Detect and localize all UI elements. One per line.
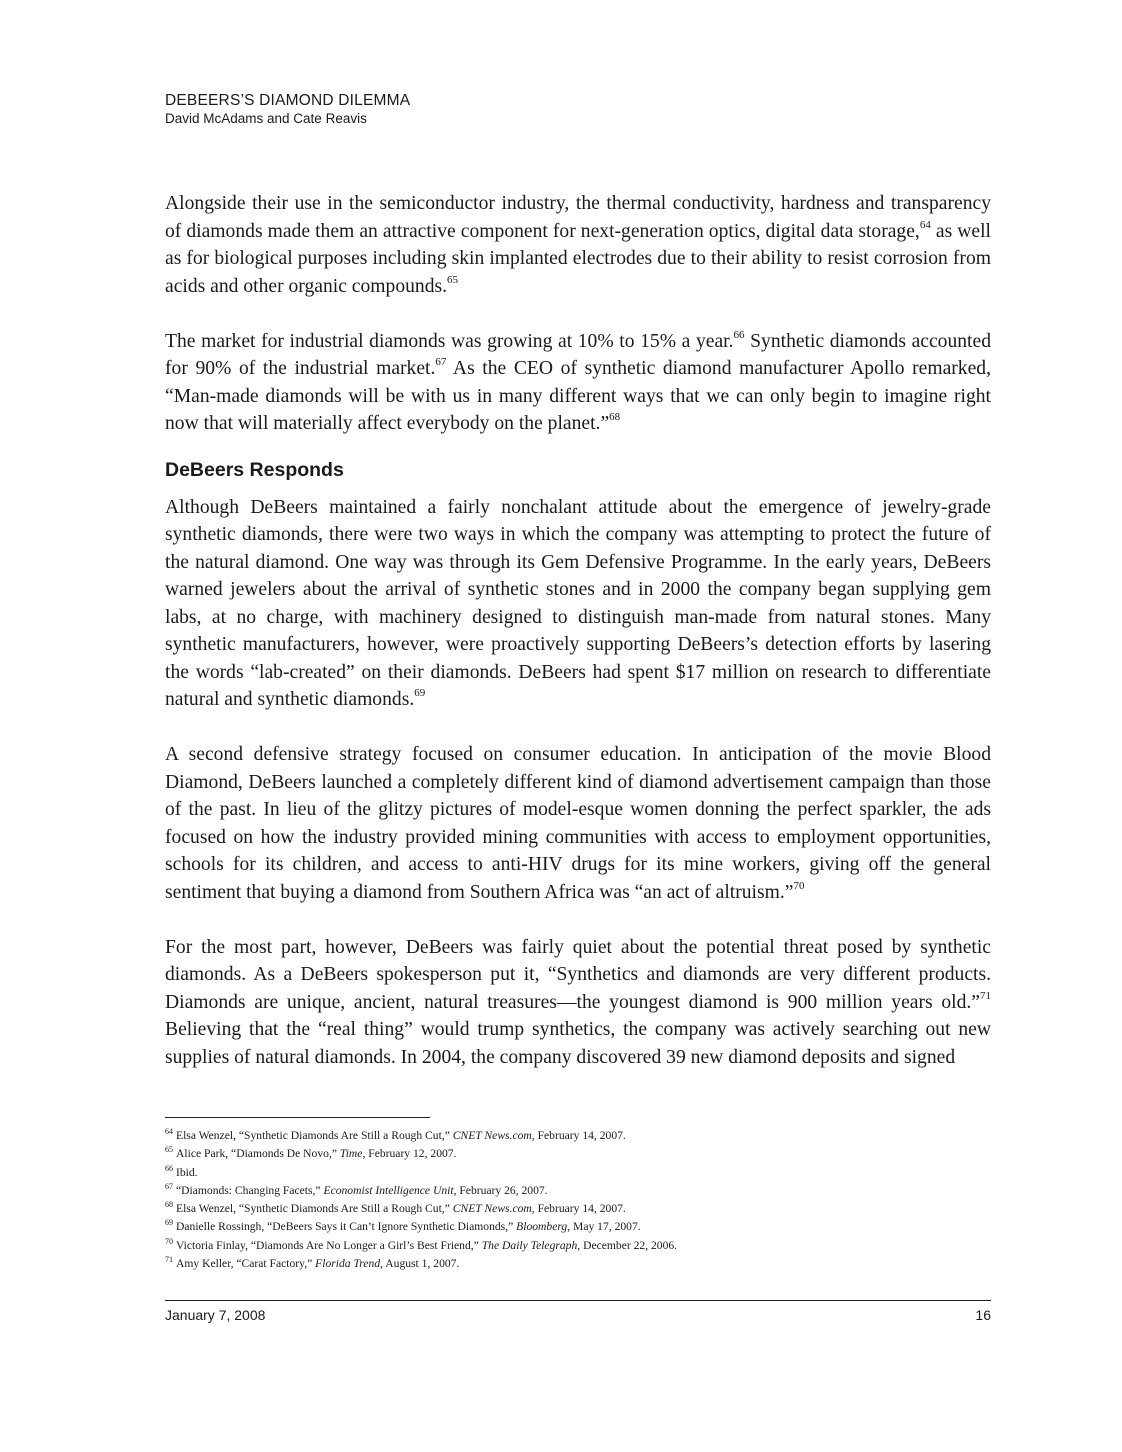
footnote-text: , February 14, 2007. [531, 1129, 626, 1142]
body-text [165, 190, 991, 1071]
footnotes [165, 1127, 991, 1273]
footnote-text: , May 17, 2007. [567, 1220, 641, 1234]
footnote-text: Elsa Wenzel, “Synthetic Diamonds Are Still a Rough Cut,” [176, 1129, 453, 1142]
footnote-text: , December 22, 2006. [577, 1238, 678, 1252]
paragraph-text: Believing that the “real thing” would trump synthetics, the company was actively searching out new supplies of natural diamonds. In 2004, the company discovered 39 new diamond deposits and signed [165, 1019, 991, 1068]
footnote-source: Bloomberg [516, 1220, 568, 1234]
footnote-ref-67: 67 [435, 356, 447, 368]
footnote [165, 1145, 991, 1163]
footnote-number: 70 [165, 1236, 173, 1246]
footnote-source: CNET News.com [452, 1129, 532, 1142]
footnote-ref-65: 65 [447, 273, 459, 286]
paragraph-5 [165, 934, 991, 1072]
footnote-text: Elsa Wenzel, “Synthetic Diamonds Are Still a Rough Cut,” [176, 1202, 453, 1216]
footnote-text: , February 26, 2007. [453, 1183, 548, 1197]
footnote-number: 65 [165, 1145, 173, 1155]
footnote-ref-68: 68 [609, 411, 621, 423]
paragraph-text: A second defensive strategy focused on consumer education. In anticipation of the movie Blood Diamond, DeBeers launched a completely different kind of diamond advertisement campaign than those of the past. In lieu of the glitzy pictures of model-esque women donning the perfect sparkler, the ads focused on how the industry provided mining communities with access to employment opportunities, schools for its children, and access to anti-HIV drugs for its mine workers, giving off the general sentiment that buying a diamond from Southern Africa was “an act of altruism.” [165, 744, 991, 903]
footnote-ref-66: 66 [733, 328, 745, 341]
footnote [165, 1218, 991, 1236]
footnote [165, 1255, 991, 1273]
footnote-text: Victoria Finlay, “Diamonds Are No Longer a Girl’s Best Friend,” [176, 1238, 482, 1252]
section-heading: DeBeers Responds [165, 458, 344, 481]
document-authors: David McAdams and Cate Reavis [165, 111, 367, 126]
footnote-number: 67 [165, 1181, 173, 1191]
footnote [165, 1164, 991, 1182]
footnote-divider [165, 1117, 430, 1118]
footnote-number: 68 [165, 1200, 173, 1210]
footnote-source: Time [339, 1147, 363, 1161]
document-title: DEBEERS’S DIAMOND DILEMMA [165, 92, 411, 109]
footer-divider [165, 1300, 991, 1301]
page-number: 16 [975, 1307, 991, 1323]
footnote-ref-71: 71 [980, 989, 991, 1002]
paragraph-3 [165, 494, 991, 714]
paragraph-text: As the CEO of synthetic diamond manufacturer Apollo remarked, “Man-made diamonds will be with us in many different ways that we can only begin to imagine right now that will materially affect everybody on the planet.” [165, 358, 991, 434]
footnote [165, 1182, 991, 1200]
paragraph-text: Although DeBeers maintained a fairly nonchalant attitude about the emergence of jewelry-grade synthetic diamonds, there were two ways in which the company was attempting to protect the future of the natural diamond. One way was through its Gem Defensive Programme. In the early years, DeBeers warned jewelers about the arrival of synthetic stones and in 2000 the company began supplying gem labs, at no charge, with machinery designed to distinguish man-made from natural stones. Many synthetic manufacturers, however, were proactively supporting DeBeers’s detection efforts by lasering the words “lab-created” on their diamonds. DeBeers had spent $17 million on research to differentiate natural and synthetic diamonds. [165, 496, 991, 710]
paragraph-4 [165, 741, 991, 906]
paragraph-2 [165, 328, 991, 438]
paragraph-1 [165, 190, 991, 300]
footnote-source: The Daily Telegraph [481, 1238, 578, 1252]
footnote-source: CNET News.com [452, 1202, 532, 1216]
paragraph-text: as well as for biological purposes including skin implanted electrodes due to their ability to resist corrosion from acids and other organic compounds. [165, 220, 991, 297]
footnote-number: 71 [165, 1255, 173, 1265]
paragraph-text: For the most part, however, DeBeers was fairly quiet about the potential threat posed by synthetic diamonds. As a DeBeers spokesperson put it, “Synthetics and diamonds are very different products. Diamonds are unique, ancient, natural treasures—the youngest diamond is 900 million years old.” [165, 936, 991, 1013]
page-header [165, 92, 410, 128]
footnote [165, 1200, 991, 1218]
footer-date: January 7, 2008 [165, 1307, 266, 1323]
footnote-text: , February 14, 2007. [531, 1202, 626, 1216]
paragraph-text: The market for industrial diamonds was growing at 10% to 15% a year. [165, 330, 734, 352]
footnote-source: Florida Trend [315, 1257, 381, 1271]
footnote-number: 64 [165, 1127, 173, 1136]
footnote-ref-70: 70 [793, 879, 805, 892]
footnote-source: Economist Intelligence Unit [323, 1183, 454, 1197]
footnote-text: Danielle Rossingh, “DeBeers Says it Can’t Ignore Synthetic Diamonds,” [176, 1220, 517, 1234]
paragraph-text: Alongside their use in the semiconductor industry, the thermal conductivity, hardness and transparency of diamonds made them an attractive component for next-generation optics, digital data storage, [165, 193, 991, 242]
footnote-ref-64: 64 [919, 218, 931, 231]
footnote-text: , August 1, 2007. [380, 1257, 460, 1271]
footnote [165, 1237, 991, 1255]
paragraph-text: Synthetic diamonds accounted for 90% of the industrial market. [165, 330, 991, 379]
footnote-text: Amy Keller, “Carat Factory,” [176, 1257, 316, 1271]
footnote-text: “Diamonds: Changing Facets,” [176, 1183, 324, 1197]
page-footer [165, 1307, 991, 1323]
footnote-ref-69: 69 [414, 687, 426, 699]
footnote-text: Alice Park, “Diamonds De Novo,” [176, 1147, 340, 1161]
footnote-text: , February 12, 2007. [362, 1147, 457, 1161]
footnote-number: 69 [165, 1218, 173, 1228]
footnote-number: 66 [165, 1163, 173, 1173]
footnote-text: Ibid. [176, 1165, 198, 1179]
footnote [165, 1127, 991, 1145]
